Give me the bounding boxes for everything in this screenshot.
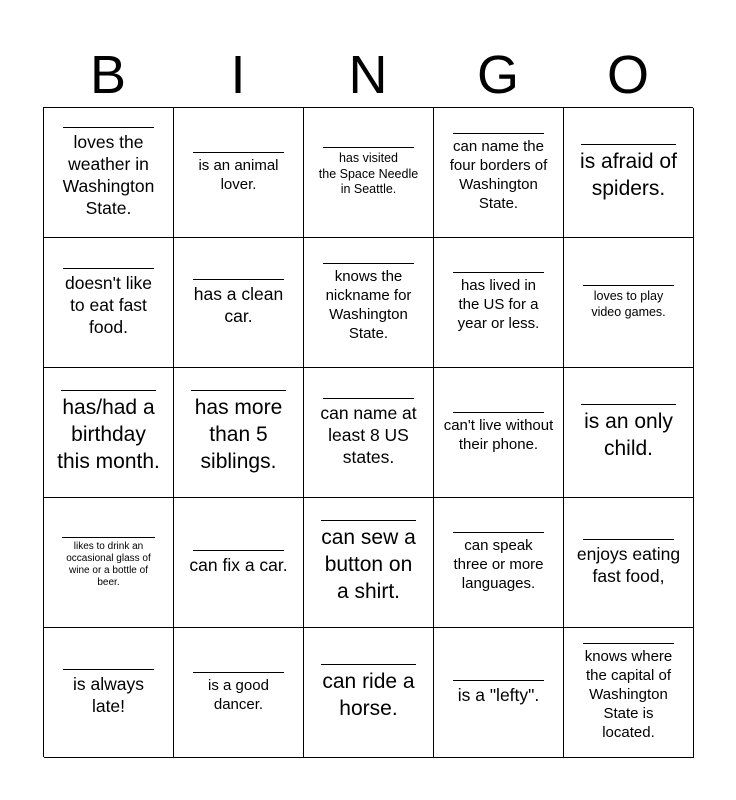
- cell-prompt-text: is an only child.: [584, 409, 673, 460]
- name-blank-line: [63, 268, 154, 269]
- cell-prompt-text: is always late!: [73, 673, 144, 716]
- name-blank-line: [63, 669, 154, 670]
- bingo-cell[interactable]: [44, 628, 174, 758]
- cell-prompt-text: can name the four borders of Washington State.: [449, 137, 548, 212]
- name-blank-line: [581, 404, 677, 405]
- name-blank-line: [61, 390, 157, 391]
- name-blank-line: [323, 263, 414, 264]
- header-letter-n: N: [348, 45, 388, 105]
- cell-prompt-text: can name at least 8 US states.: [320, 402, 417, 467]
- bingo-cell[interactable]: [304, 498, 434, 628]
- cell-prompt-text: is a good dancer.: [208, 676, 269, 713]
- cell-prompt-text: can fix a car.: [189, 554, 288, 575]
- name-blank-line: [193, 672, 284, 673]
- bingo-cell[interactable]: [304, 108, 434, 238]
- name-blank-line: [62, 537, 156, 538]
- cell-prompt-text: is an animal lover.: [198, 156, 279, 193]
- header-letter-g: G: [476, 45, 519, 105]
- bingo-cell[interactable]: [434, 628, 564, 758]
- name-blank-line: [583, 539, 674, 540]
- cell-prompt-text: can ride a horse.: [322, 669, 415, 720]
- header-letter-b: B: [89, 45, 127, 105]
- name-blank-line: [321, 664, 417, 665]
- bingo-header: [43, 44, 693, 106]
- bingo-cell[interactable]: [44, 108, 174, 238]
- name-blank-line: [581, 144, 677, 145]
- cell-prompt-text: has lived in the US for a year or less.: [457, 277, 540, 332]
- cell-prompt-text: is a "lefty".: [457, 684, 540, 705]
- cell-prompt-text: doesn't like to eat fast food.: [64, 272, 152, 337]
- bingo-cell[interactable]: [174, 108, 304, 238]
- cell-prompt-text: knows where the capital of Washington State is located.: [584, 648, 673, 741]
- name-blank-line: [63, 127, 154, 128]
- name-blank-line: [453, 133, 544, 134]
- name-blank-line: [321, 520, 417, 521]
- name-blank-line: [453, 412, 544, 413]
- name-blank-line: [193, 279, 284, 280]
- cell-prompt-text: likes to drink an occasional glass of wine or a bottle of beer.: [66, 540, 151, 588]
- name-blank-line: [453, 680, 544, 681]
- name-blank-line: [193, 550, 284, 551]
- bingo-cell[interactable]: [174, 628, 304, 758]
- bingo-cell[interactable]: [434, 368, 564, 498]
- bingo-cell[interactable]: [304, 628, 434, 758]
- cell-prompt-text: loves the weather in Washington State.: [62, 131, 155, 218]
- cell-prompt-text: can speak three or more languages.: [453, 537, 544, 592]
- cell-prompt-text: has/had a birthday this month.: [57, 396, 160, 473]
- name-blank-line: [583, 285, 674, 286]
- header-letter-i: I: [230, 45, 246, 105]
- bingo-cell[interactable]: [564, 108, 694, 238]
- bingo-cell[interactable]: [304, 368, 434, 498]
- bingo-cell[interactable]: [564, 368, 694, 498]
- name-blank-line: [583, 643, 674, 644]
- bingo-cell[interactable]: [174, 368, 304, 498]
- bingo-cell[interactable]: [564, 628, 694, 758]
- bingo-cell[interactable]: [434, 498, 564, 628]
- cell-prompt-text: loves to play video games.: [591, 289, 666, 319]
- name-blank-line: [191, 390, 287, 391]
- cell-prompt-text: has a clean car.: [193, 283, 284, 326]
- name-blank-line: [453, 532, 544, 533]
- cell-prompt-text: enjoys eating fast food,: [576, 543, 681, 586]
- cell-prompt-text: has more than 5 siblings.: [194, 396, 283, 473]
- bingo-cell[interactable]: [44, 498, 174, 628]
- name-blank-line: [323, 398, 414, 399]
- bingo-cell[interactable]: [44, 238, 174, 368]
- bingo-cell[interactable]: [174, 238, 304, 368]
- name-blank-line: [193, 152, 284, 153]
- cell-prompt-text: can sew a button on a shirt.: [321, 526, 416, 603]
- bingo-cell[interactable]: [564, 498, 694, 628]
- bingo-cell[interactable]: [564, 238, 694, 368]
- bingo-cell[interactable]: [44, 368, 174, 498]
- name-blank-line: [453, 272, 544, 273]
- cell-prompt-text: has visited the Space Needle in Seattle.: [318, 151, 419, 197]
- cell-prompt-text: can't live without their phone.: [443, 416, 554, 453]
- name-blank-line: [323, 147, 414, 148]
- bingo-cell[interactable]: [304, 238, 434, 368]
- cell-prompt-text: knows the nickname for Washington State.: [325, 267, 412, 342]
- bingo-grid: [43, 107, 693, 757]
- bingo-cell[interactable]: [434, 108, 564, 238]
- bingo-cell[interactable]: [174, 498, 304, 628]
- cell-prompt-text: is afraid of spiders.: [580, 149, 677, 200]
- header-letter-o: O: [606, 45, 649, 105]
- bingo-cell[interactable]: [434, 238, 564, 368]
